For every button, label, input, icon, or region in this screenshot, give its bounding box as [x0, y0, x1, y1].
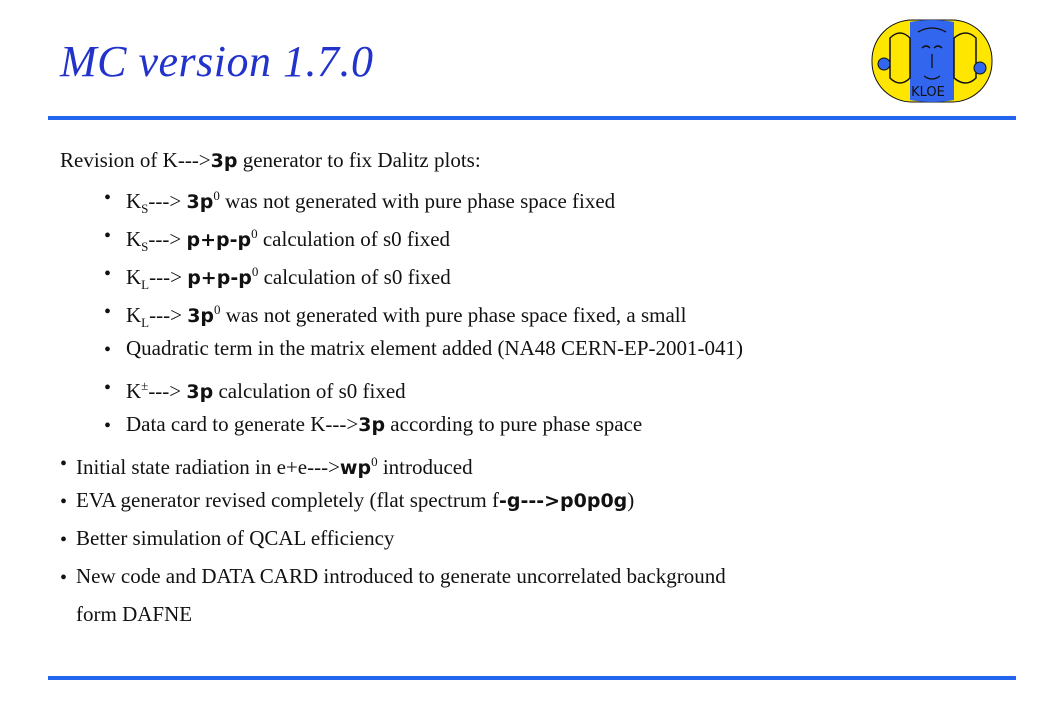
sub-item-symbol: 3p: [186, 191, 214, 213]
sub-item-subscript: S: [141, 239, 149, 255]
sub-item-subscript: S: [141, 201, 149, 217]
bullet-dot: •: [60, 491, 68, 513]
item-post: introduced: [377, 455, 473, 479]
sub-item-post: calculation of s0 fixed: [258, 265, 451, 289]
sub-item-pre: K: [126, 189, 142, 213]
sub-item-pre: K: [126, 303, 142, 327]
bullet-dot: •: [60, 453, 68, 475]
sub-item-mid: --->: [148, 189, 187, 213]
intro-text-a: Revision of K--->: [60, 148, 211, 172]
bullet-dot: •: [104, 187, 112, 209]
sub-item-post: was not generated with pure phase space fixed, a small: [220, 303, 687, 327]
sub-item: [126, 222, 450, 259]
sub-item-mid: --->: [148, 227, 187, 251]
sub-item-superscript: 0: [213, 188, 220, 203]
item-text: Better simulation of QCAL efficiency: [76, 526, 395, 550]
sub-item-mid: --->: [149, 303, 188, 327]
sub-item-post: according to pure phase space: [385, 412, 643, 436]
intro-text-b: generator to fix Dalitz plots:: [237, 148, 481, 172]
sub-item: [126, 260, 451, 297]
slide-title: MC version 1.7.0: [60, 37, 374, 86]
sub-item-symbol: 3p: [187, 305, 215, 327]
sub-item-subscript: L: [141, 315, 150, 331]
item-symbol: -g--->p0p0g: [498, 490, 628, 512]
sub-item: [126, 374, 406, 404]
sub-item-symbol: 3p: [186, 381, 214, 403]
sub-item-post: calculation of s0 fixed: [213, 379, 406, 403]
bullet-dot: •: [60, 567, 68, 589]
sub-item-symbol: p+p-p: [186, 229, 252, 251]
bullet-dot: •: [60, 529, 68, 551]
bullet-dot: •: [104, 301, 112, 323]
bullet-dot: •: [104, 263, 112, 285]
sub-item-subscript: L: [141, 277, 150, 293]
sub-item-pre: K: [126, 379, 142, 403]
sub-item-symbol: 3p: [358, 414, 386, 436]
bullet-dot: •: [104, 225, 112, 247]
intro-symbol: 3p: [210, 150, 238, 172]
sub-item-symbol: p+p-p: [187, 267, 252, 289]
sub-item-superscript: 0: [251, 226, 258, 241]
bullet-dot: •: [104, 377, 112, 399]
item-text: New code and DATA CARD introduced to generate uncorrelated background: [76, 564, 726, 588]
sub-item-superscript: 0: [214, 302, 221, 317]
list-item: [76, 450, 473, 480]
sub-item-mid: --->: [149, 265, 188, 289]
sub-item: [126, 184, 615, 221]
sub-item-pre: K: [126, 265, 142, 289]
sub-item-mid: Data card to generate K--->: [126, 412, 359, 436]
sub-item: [126, 336, 743, 360]
bullet-dot: •: [104, 339, 112, 361]
item-text: Initial state radiation in e+e--->: [76, 455, 340, 479]
sub-item-post: was not generated with pure phase space fixed: [219, 189, 616, 213]
list-item-continuation: form DAFNE: [76, 602, 193, 626]
sub-item-superscript: 0: [251, 264, 259, 279]
logo-text: KLOE: [911, 85, 945, 100]
sub-item-mid: Quadratic term in the matrix element added (NA48 CERN-EP-2001-041): [126, 336, 743, 360]
list-item: [76, 564, 726, 588]
intro-line: [60, 148, 481, 173]
sub-item: [126, 298, 686, 335]
item-superscript: 0: [371, 454, 378, 469]
list-item: [76, 526, 394, 550]
list-item: [76, 488, 634, 513]
sub-item-post: calculation of s0 fixed: [257, 227, 451, 251]
bottom-divider: [48, 676, 1016, 680]
sub-item: [126, 412, 642, 437]
sub-item-charge: ±: [141, 378, 149, 393]
item-symbol: wp: [339, 457, 372, 479]
sub-item-pre: K: [126, 227, 142, 251]
bullet-dot: •: [104, 415, 112, 437]
item-post: ): [627, 488, 635, 512]
sub-item-mid: --->: [148, 379, 187, 403]
item-text: EVA generator revised completely (flat spectrum f: [76, 488, 499, 512]
